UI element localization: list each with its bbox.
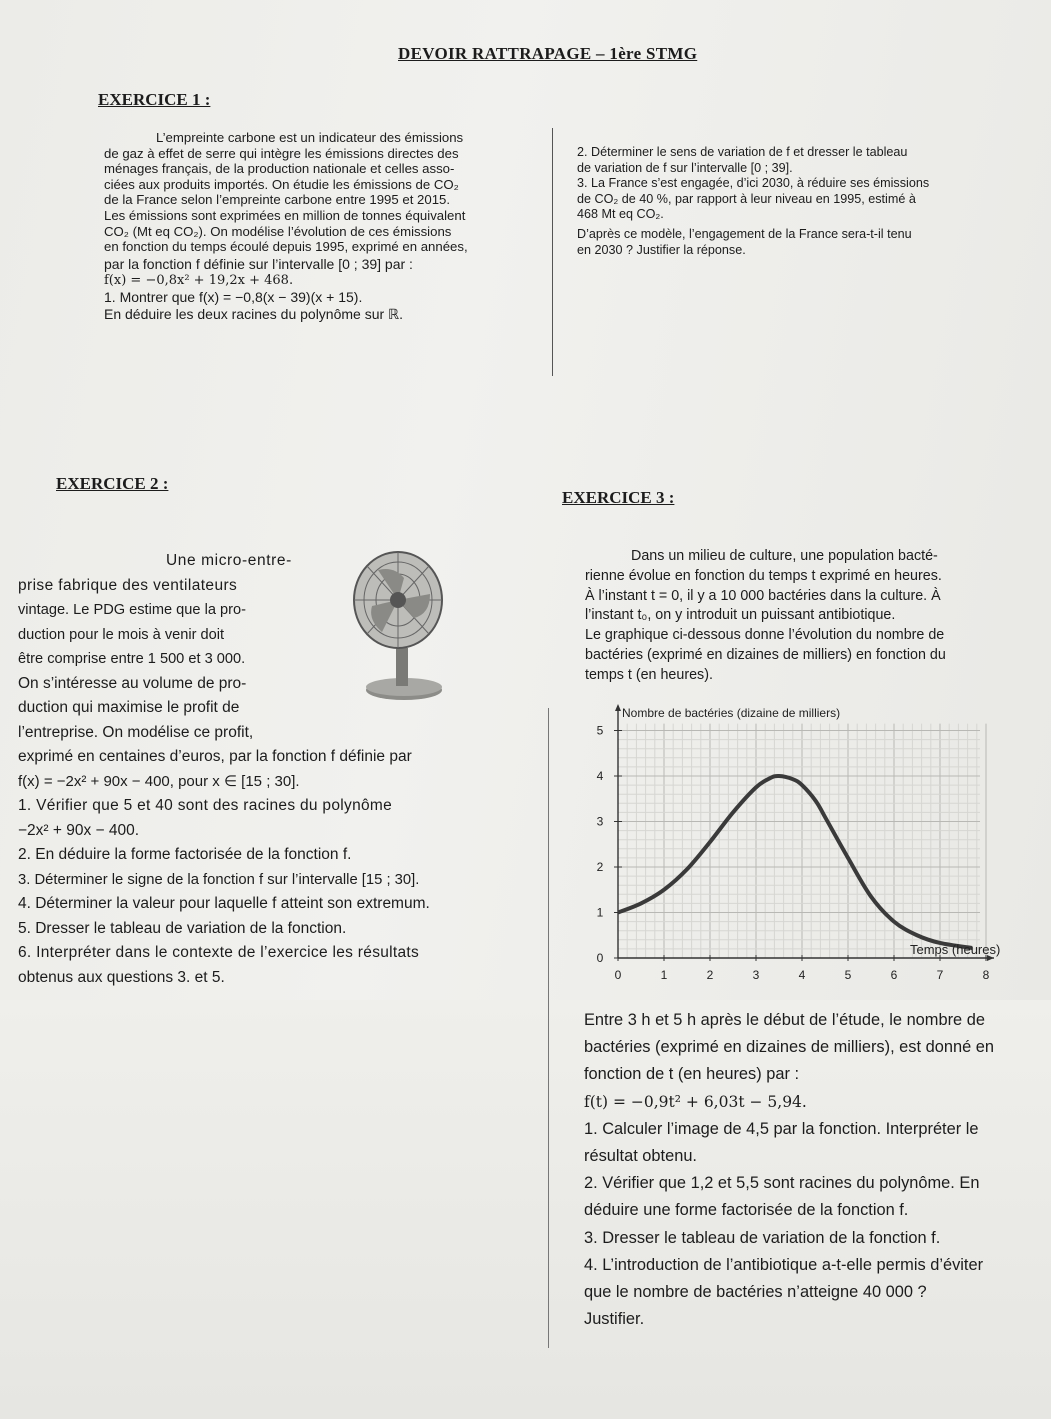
question-line: 3. Dresser le tableau de variation de la fonction f. [584, 1228, 941, 1247]
text-line: 468 Mt eq CO₂. [577, 207, 664, 222]
text-line: déduire une forme factorisée de la fonction f. [584, 1201, 909, 1220]
text-line: Une micro-entre- [166, 552, 292, 569]
text-line: de variation de f sur l’intervalle [0 ; 39]. [577, 160, 793, 175]
question-line: 3. La France s’est engagée, d’ici 2030, à réduire ses émissions [577, 176, 930, 191]
text-line: duction pour le mois à venir doit [18, 626, 225, 643]
x-tick-label: 6 [890, 968, 898, 982]
text-line: l’instant t₀, on y introduit un puissant antibiotique. [585, 607, 896, 624]
column-divider [552, 128, 553, 376]
x-tick-label: 1 [660, 968, 668, 982]
x-tick-label: 0 [614, 968, 622, 982]
exercise-3-intro [585, 547, 1035, 686]
question-line: 1. Vérifier que 5 et 40 sont des racines du polynôme [18, 797, 393, 814]
column-divider-lower [548, 708, 549, 1348]
text-line: bactéries (exprimé en dizaines de milliers) en fonction du [585, 646, 946, 663]
exercise-3-questions [584, 1007, 1034, 1333]
text-line: Justifier. [584, 1310, 645, 1329]
text-line: D’après ce modèle, l’engagement de la France sera-t-il tenu [577, 226, 912, 241]
x-tick-label: 8 [982, 968, 990, 982]
text-line: Dans un milieu de culture, une population bacté- [631, 548, 938, 564]
text-line: fonction de t (en heures) par : [584, 1065, 800, 1084]
text-line: prise fabrique des ventilateurs [18, 576, 238, 594]
y-tick-label: 2 [596, 860, 604, 874]
formula-line: f(x) = −2x² + 90x − 400, pour x ∈ [15 ; 30]. [18, 772, 300, 790]
exercise-3-title: EXERCICE 3 : [562, 488, 675, 507]
chart-axes [615, 704, 994, 961]
text-line: ménages français, de la production nationale et celles asso- [104, 161, 455, 177]
text-line: résultat obtenu. [584, 1147, 697, 1166]
question-line: 5. Dresser le tableau de variation de la fonction. [18, 919, 347, 937]
y-tick-label: 3 [596, 814, 604, 829]
chart-xlabel: Temps (heures) [910, 942, 1001, 957]
x-tick-label: 7 [936, 968, 944, 982]
page-title: DEVOIR RATTRAPAGE – 1ère STMG [398, 44, 698, 63]
question-line: 2. Vérifier que 1,2 et 5,5 sont racines du polynôme. En [584, 1174, 980, 1193]
x-tick-label: 2 [706, 968, 714, 982]
x-tick-label: 3 [752, 968, 760, 982]
text-line: l’entreprise. On modélise ce profit, [18, 723, 254, 741]
x-tick-label: 4 [798, 968, 806, 982]
text-line: de gaz à effet de serre qui intègre les émissions directes des [104, 145, 459, 161]
text-line: par la fonction f définie sur l’intervalle [0 ; 39] par : [104, 255, 413, 272]
x-tick-label: 5 [844, 968, 852, 982]
text-line: être comprise entre 1 500 et 3 000. [18, 651, 246, 667]
text-line: CO₂ (Mt eq CO₂). On modélise l’évolution de ces émissions [104, 223, 452, 239]
y-tick-label: 5 [596, 723, 604, 738]
text-line: Entre 3 h et 5 h après le début de l’étude, le nombre de [584, 1011, 985, 1029]
chart-title: Nombre de bactéries (dizaine de milliers) [622, 706, 841, 720]
text-line: Le graphique ci-dessous donne l’évolution du nombre de [585, 627, 945, 644]
question-line: 1. Montrer que f(x) = −0,8(x − 39)(x + 15). [104, 288, 363, 305]
text-line: duction qui maximise le profit de [18, 699, 240, 716]
question-line: 6. Interpréter dans le contexte de l’exercice les résultats [18, 944, 420, 961]
text-line: À l’instant t = 0, il y a 10 000 bactéries dans la culture. À [585, 587, 941, 604]
exercise-1-title: EXERCICE 1 : [98, 90, 211, 109]
text-line: En déduire les deux racines du polynôme sur ℝ. [104, 305, 404, 322]
formula-line: −2x² + 90x − 400. [18, 821, 140, 839]
question-line: 2. En déduire la forme factorisée de la fonction f. [18, 846, 352, 863]
text-line: ciées aux produits importés. On étudie les émissions de CO₂ [104, 176, 459, 192]
fan-stand [396, 648, 408, 686]
exercise-1-right-text [577, 145, 977, 258]
bacteria-curve [618, 776, 972, 948]
question-line: 4. L’introduction de l’antibiotique a-t-elle permis d’éviter [584, 1255, 984, 1274]
text-line: temps t (en heures). [585, 666, 713, 683]
question-line: 4. Déterminer la valeur pour laquelle f atteint son extremum. [18, 895, 430, 912]
text-line: L’empreinte carbone est un indicateur des émissions [156, 130, 464, 145]
text-line: vintage. Le PDG estime que la pro- [18, 602, 246, 618]
text-line: de CO₂ de 40 %, par rapport à leur niveau en 1995, estimé à [577, 191, 916, 206]
chart-grid [618, 724, 986, 958]
y-tick-label: 0 [596, 951, 604, 965]
y-axis-arrow [615, 704, 621, 711]
question-line: 2. Déterminer le sens de variation de f et dresser le tableau [577, 145, 908, 159]
exercise-2-title: EXERCICE 2 : [56, 474, 169, 493]
text-line: en 2030 ? Justifier la réponse. [577, 242, 746, 257]
text-line: Les émissions sont exprimées en million de tonnes équivalent [104, 207, 466, 223]
text-line: rienne évolue en fonction du temps t exprimé en heures. [585, 567, 942, 584]
question-line: 1. Calculer l’image de 4,5 par la fonction. Interpréter le [584, 1119, 979, 1138]
text-line: exprimé en centaines d’euros, par la fonction f définie par [18, 748, 412, 765]
bacteria-chart [578, 700, 1018, 995]
text-line: obtenus aux questions 3. et 5. [18, 968, 225, 986]
y-tick-label: 1 [596, 905, 604, 920]
formula-line: f(x) = −0,8x² + 19,2x + 468. [104, 272, 294, 288]
text-line: On s’intéresse au volume de pro- [18, 674, 247, 692]
fan-illustration [338, 548, 450, 704]
text-line: de la France selon l’empreinte carbone entre 1995 et 2015. [104, 192, 451, 208]
text-line: en fonction du temps écoulé depuis 1995, exprimé en années, [104, 239, 468, 255]
text-line: bactéries (exprimé en dizaines de milliers), est donné en [584, 1038, 994, 1057]
y-tick-label: 4 [596, 769, 604, 783]
formula-line: f(t) = −0,9t² + 6,03t − 5,94. [584, 1092, 807, 1111]
text-line: que le nombre de bactéries n’atteigne 40 000 ? [584, 1283, 927, 1302]
exercise-1-left-text [104, 130, 536, 323]
question-line: 3. Déterminer le signe de la fonction f sur l’intervalle [15 ; 30]. [18, 871, 420, 888]
